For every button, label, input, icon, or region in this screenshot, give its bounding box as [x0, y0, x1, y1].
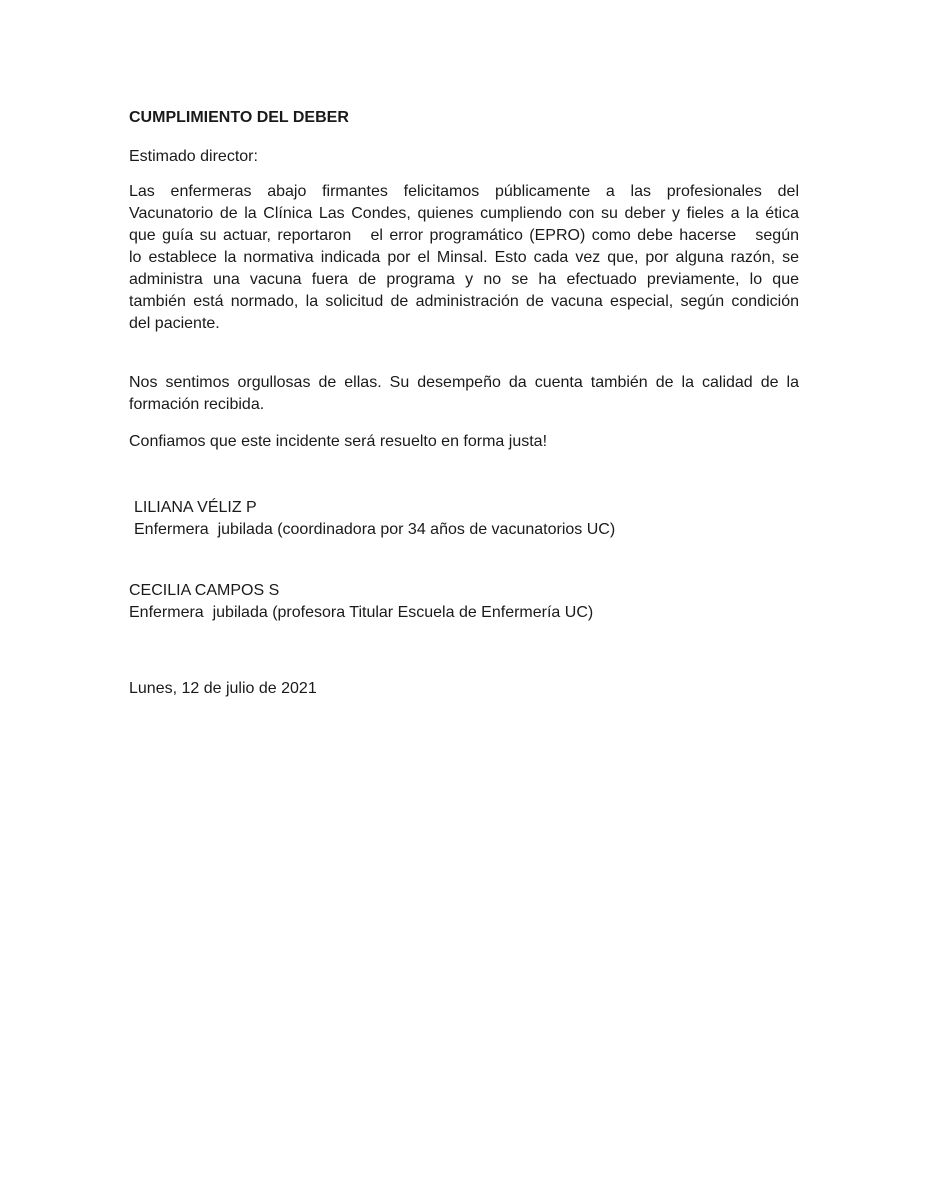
paragraph-1-line: que guía su actuar, reportaron el error programático (EPRO) como debe hacerse según — [129, 227, 799, 244]
letter-date: Lunes, 12 de julio de 2021 — [129, 680, 317, 697]
paragraph-1-line: Las enfermeras abajo firmantes felicitamos públicamente a las profesionales del — [129, 183, 799, 200]
paragraph-1-line: también está normado, la solicitud de administración de vacuna especial, según condición — [129, 293, 799, 310]
signature-role: Enfermera jubilada (coordinadora por 34 años de vacunatorios UC) — [134, 521, 616, 538]
paragraph-2 — [129, 372, 799, 416]
paragraph-1-line: lo establece la normativa indicada por el Minsal. Esto cada vez que, por alguna razón, se — [129, 249, 799, 266]
salutation: Estimado director: — [129, 148, 258, 165]
paragraph-1-line: administra una vacuna fuera de programa y no se ha efectuado previamente, lo que — [129, 271, 799, 288]
signature-name: CECILIA CAMPOS S — [129, 582, 280, 599]
signature-name: LILIANA VÉLIZ P — [134, 499, 257, 516]
paragraph-2-line: formación recibida. — [129, 396, 265, 413]
paragraph-1-line: del paciente. — [129, 315, 220, 332]
paragraph-2-line: Nos sentimos orgullosas de ellas. Su desempeño da cuenta también de la calidad de la — [129, 374, 799, 391]
signature-role: Enfermera jubilada (profesora Titular Escuela de Enfermería UC) — [129, 604, 594, 621]
paragraph-1 — [129, 181, 799, 335]
letter-title: CUMPLIMIENTO DEL DEBER — [129, 109, 349, 126]
paragraph-1-line: Vacunatorio de la Clínica Las Condes, quienes cumpliendo con su deber y fieles a la ética — [129, 205, 799, 222]
signature-block-1 — [134, 497, 615, 541]
paragraph-3: Confiamos que este incidente será resuelto en forma justa! — [129, 433, 548, 450]
signature-block-2 — [129, 580, 593, 624]
